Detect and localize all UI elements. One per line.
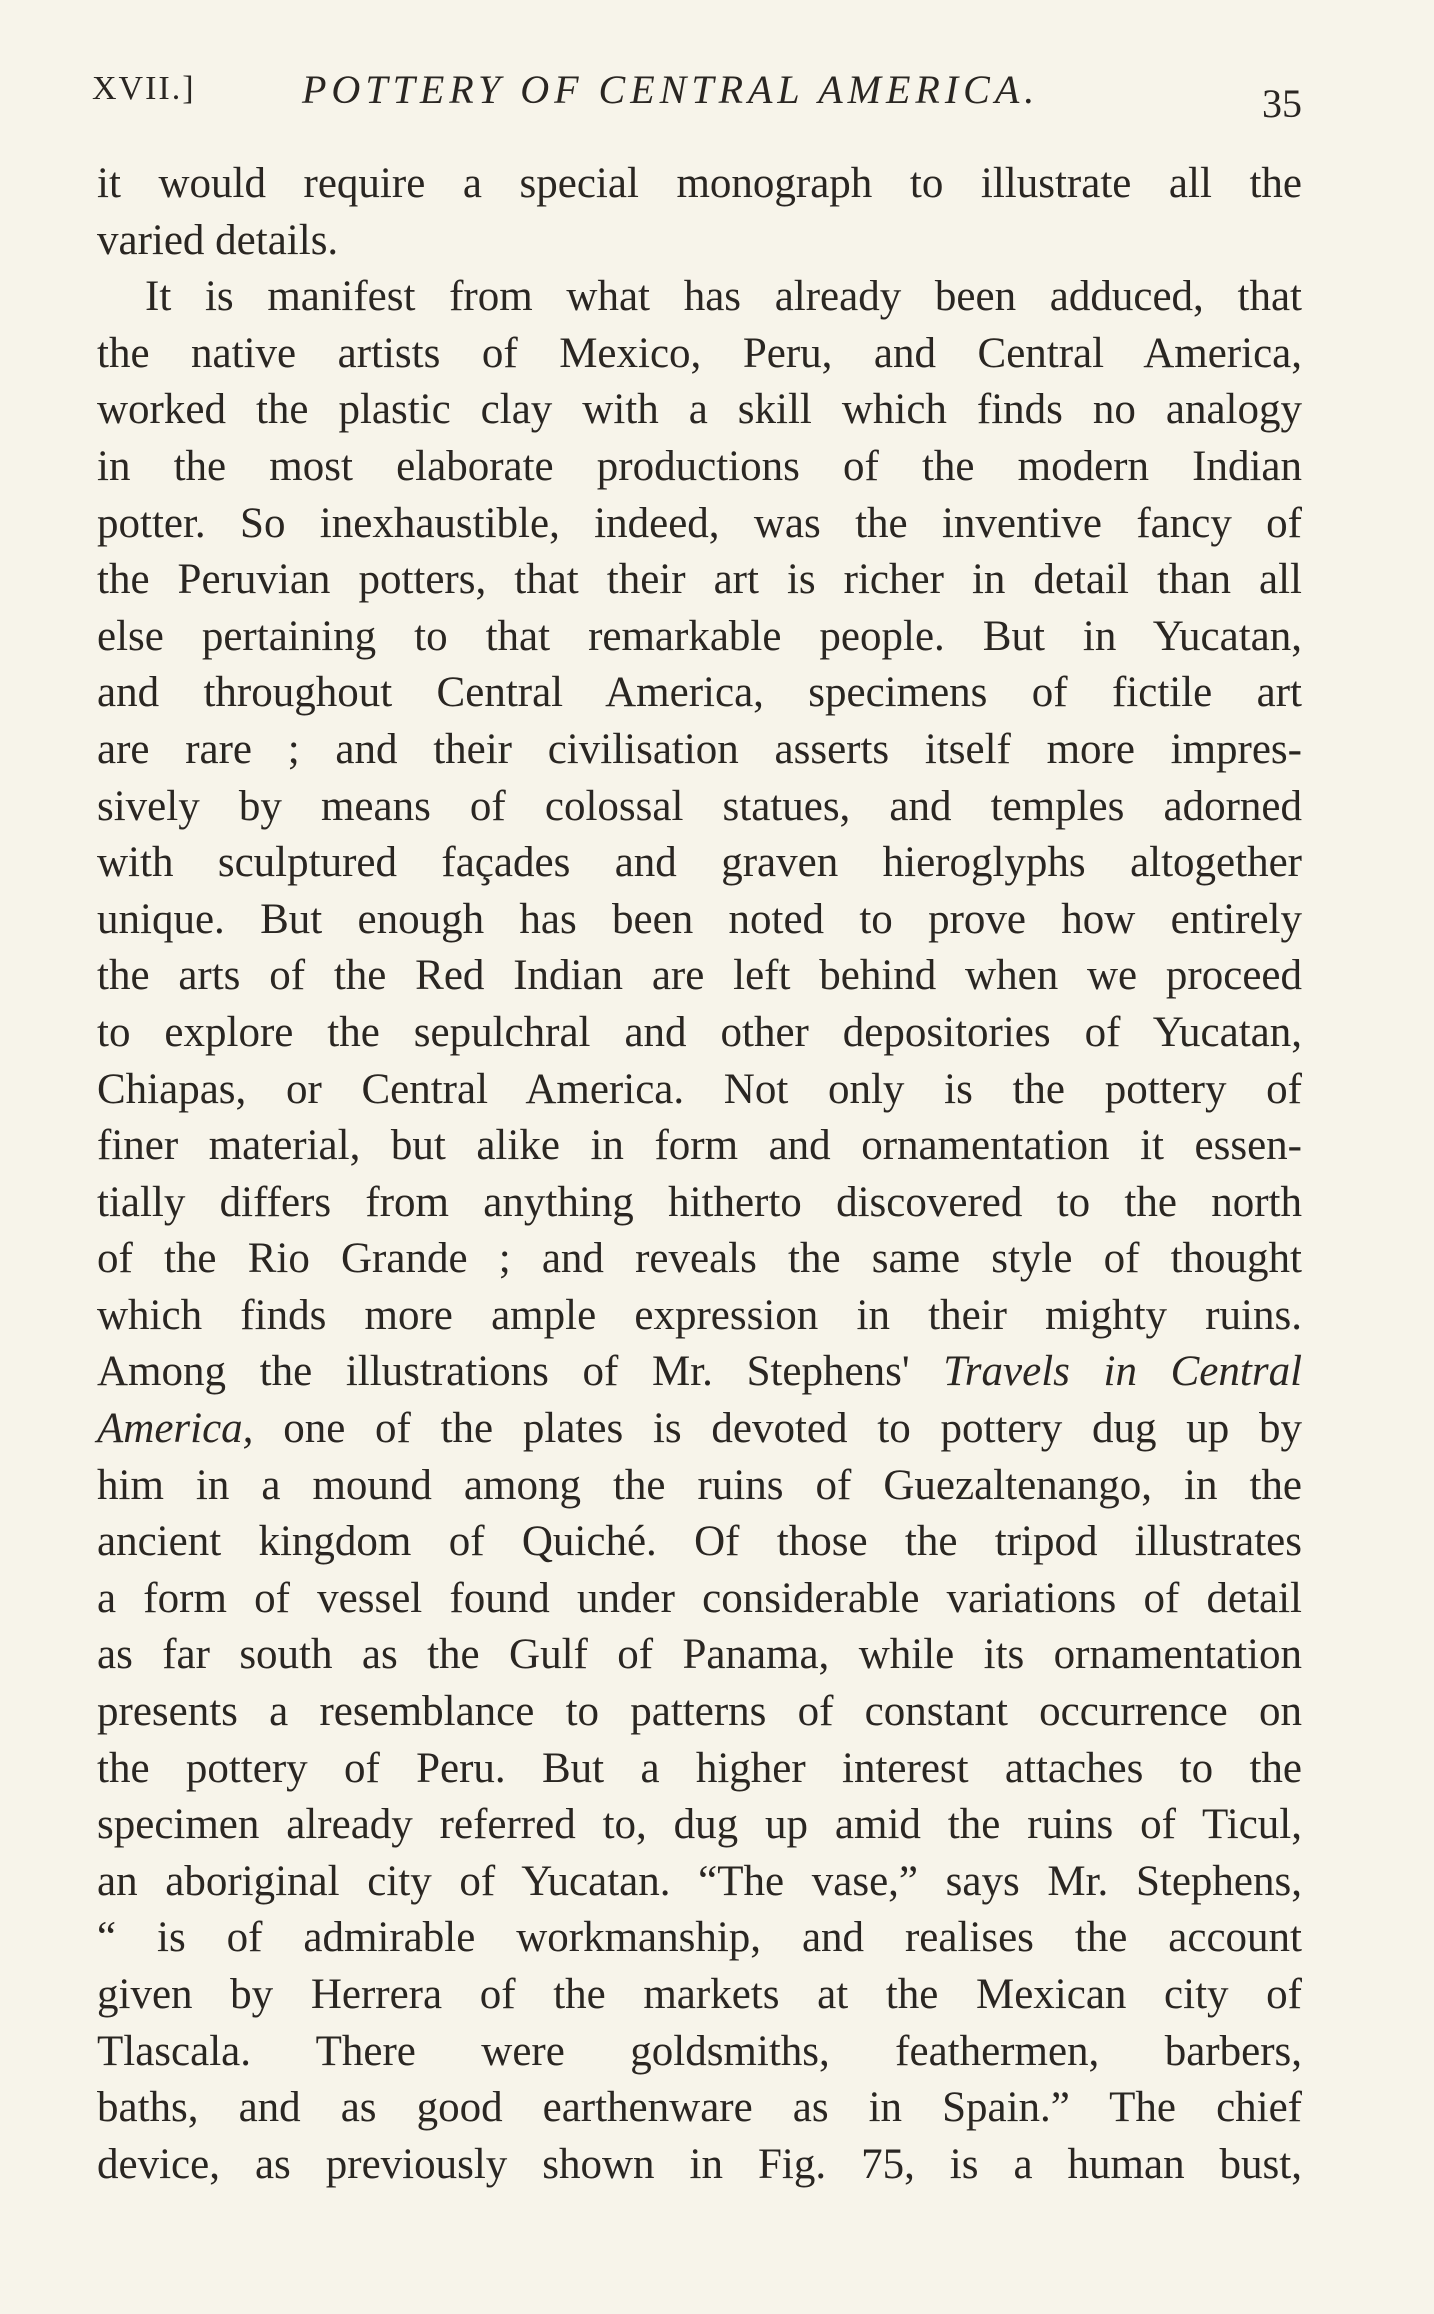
line-text: the Peruvian potters, that their art is richer in detail than all	[97, 556, 1302, 604]
text-line	[97, 1231, 1302, 1288]
line-text: one of the plates is devoted to pottery dug up by	[283, 1405, 1303, 1453]
line-text: specimen already referred to, dug up amid the ruins of Ticul,	[97, 1801, 1302, 1849]
text-line	[97, 1514, 1302, 1571]
text-line	[97, 1797, 1302, 1854]
line-text: unique. But enough has been noted to prove how entirely	[97, 895, 1302, 943]
line-text: device, as previously shown in Fig. 75, is a human bust,	[97, 2140, 1302, 2188]
page-number: 35	[1262, 81, 1302, 126]
text-line	[97, 1741, 1302, 1798]
text-line	[97, 496, 1302, 553]
italic-text: Travels in Central	[943, 1348, 1303, 1396]
text-line	[97, 609, 1302, 666]
line-text: with sculptured façades and graven hieroglyphs altogether	[97, 839, 1302, 887]
line-text: baths, and as good earthenware as in Spain.” The chief	[97, 2084, 1302, 2132]
line-text: ancient kingdom of Quiché. Of those the tripod illustrates	[97, 1518, 1302, 1566]
text-line	[97, 326, 1302, 383]
line-text: a form of vessel found under considerable variations of detail	[97, 1574, 1302, 1622]
text-line	[97, 1005, 1302, 1062]
text-line	[97, 1910, 1302, 1967]
line-text: are rare ; and their civilisation asserts itself more impres-	[97, 725, 1302, 773]
text-line	[97, 1344, 1302, 1401]
text-line	[97, 835, 1302, 892]
line-text: it would require a special monograph to illustrate all the	[97, 160, 1302, 207]
text-line	[97, 1062, 1302, 1119]
text-line	[97, 1854, 1302, 1911]
text-line	[97, 382, 1302, 439]
line-text: as far south as the Gulf of Panama, while its ornamentation	[97, 1631, 1302, 1679]
line-text: him in a mound among the ruins of Guezaltenango, in the	[97, 1461, 1302, 1509]
line-text: tially differs from anything hitherto discovered to the north	[97, 1178, 1302, 1226]
line-text: finer material, but alike in form and ornamentation it essen-	[97, 1122, 1302, 1170]
line-text: else pertaining to that remarkable people. But in Yucatan,	[97, 612, 1302, 660]
line-text: Chiapas, or Central America. Not only is the pottery of	[97, 1065, 1302, 1113]
text-line	[97, 1458, 1302, 1515]
line-text: the arts of the Red Indian are left behind when we proceed	[97, 952, 1302, 1000]
text-line	[97, 552, 1302, 609]
line-text: Among the illustrations of Mr. Stephens'	[97, 1348, 910, 1396]
line-text: “ is of admirable workmanship, and realises the account	[97, 1914, 1302, 1962]
text-line	[97, 948, 1302, 1005]
text-line	[97, 213, 1302, 270]
text-line	[97, 665, 1302, 722]
section-number: XVII.]	[92, 70, 196, 107]
running-head	[92, 66, 1302, 126]
line-text: the native artists of Mexico, Peru, and Central America,	[97, 329, 1302, 377]
text-line	[97, 2080, 1302, 2137]
line-text: in the most elaborate productions of the modern Indian	[97, 442, 1302, 490]
text-line	[97, 1627, 1302, 1684]
line-text: an aboriginal city of Yucatan. “The vase,” says Mr. Stephens,	[97, 1857, 1302, 1905]
body-text	[97, 156, 1302, 2193]
line-text: to explore the sepulchral and other depositories of Yucatan,	[97, 1008, 1302, 1056]
text-line	[97, 1175, 1302, 1232]
text-line	[97, 2024, 1302, 2081]
text-line	[97, 1118, 1302, 1175]
text-line	[97, 1288, 1302, 1345]
line-text: It is manifest from what has already been adduced, that	[145, 273, 1302, 321]
italic-text: America,	[97, 1405, 254, 1453]
running-title: POTTERY OF CENTRAL AMERICA.	[302, 67, 1040, 112]
line-text: of the Rio Grande ; and reveals the same style of thought	[97, 1235, 1302, 1283]
text-line	[97, 892, 1302, 949]
text-line	[97, 722, 1302, 779]
text-line	[97, 1401, 1302, 1458]
line-text: and throughout Central America, specimens of fictile art	[97, 669, 1302, 717]
line-text: potter. So inexhaustible, indeed, was the inventive fancy of	[97, 499, 1302, 547]
line-text: sively by means of colossal statues, and temples adorned	[97, 782, 1302, 830]
text-line	[97, 1684, 1302, 1741]
text-line	[97, 779, 1302, 836]
text-line	[97, 439, 1302, 496]
line-text: varied details.	[97, 216, 339, 264]
text-line	[97, 1967, 1302, 2024]
text-line	[97, 1571, 1302, 1628]
text-line	[97, 2137, 1302, 2194]
line-text: presents a resemblance to patterns of constant occurrence on	[97, 1688, 1302, 1736]
text-line	[97, 156, 1302, 213]
text-line	[97, 269, 1302, 326]
line-text: worked the plastic clay with a skill which finds no analogy	[97, 386, 1302, 434]
line-text: given by Herrera of the markets at the Mexican city of	[97, 1971, 1302, 2018]
line-text: the pottery of Peru. But a higher interest attaches to the	[97, 1744, 1302, 1792]
line-text: which finds more ample expression in their mighty ruins.	[97, 1291, 1302, 1339]
line-text: Tlascala. There were goldsmiths, feathermen, barbers,	[97, 2027, 1302, 2075]
